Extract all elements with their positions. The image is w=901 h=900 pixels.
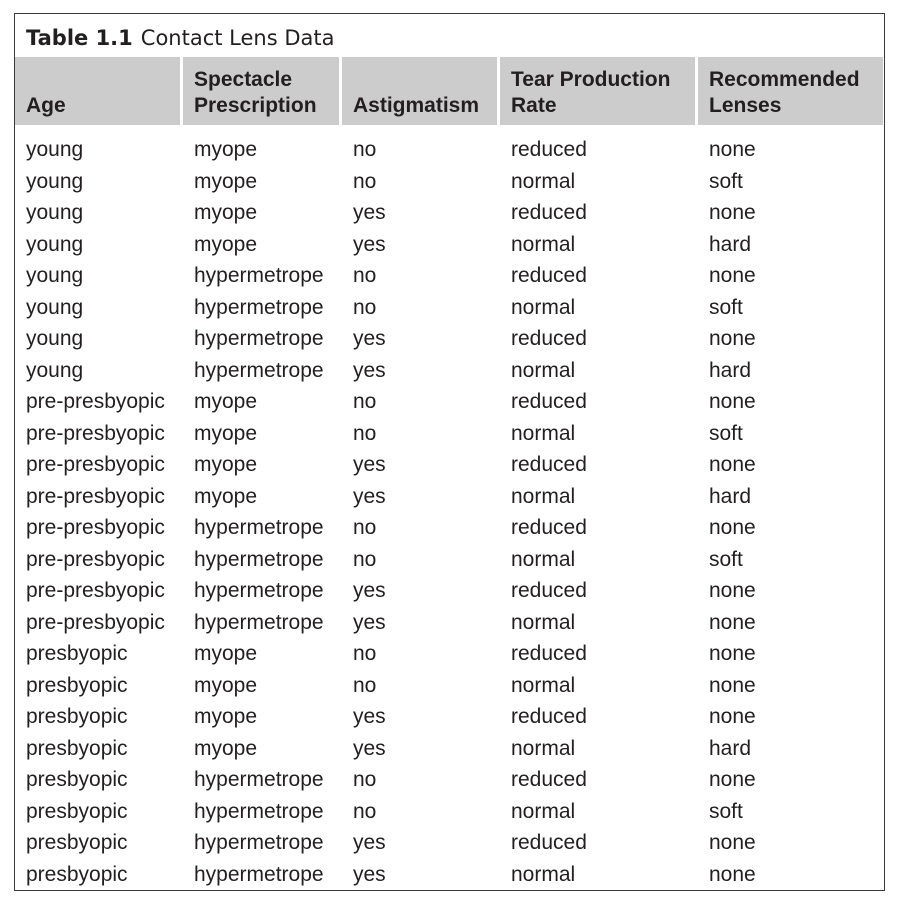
cell-recommended-lenses: soft — [709, 295, 743, 319]
cell-astigmatism: no — [353, 264, 377, 287]
cell-recommended-lenses: none — [709, 390, 756, 413]
cell-spectacle-prescription: myope — [194, 232, 258, 256]
cell-spectacle-prescription: hypermetrope — [194, 358, 324, 382]
cell-spectacle-prescription: hypermetrope — [194, 516, 324, 539]
cell-astigmatism: no — [353, 421, 377, 445]
cell-age: presbyopic — [26, 705, 128, 728]
cell-age: pre-presbyopic — [26, 421, 165, 445]
cell-astigmatism: yes — [353, 453, 386, 476]
table-grid — [15, 57, 883, 890]
cell-tear-production-rate: reduced — [511, 264, 587, 287]
table-row — [15, 827, 883, 859]
cell-astigmatism: no — [353, 390, 377, 413]
cell-recommended-lenses: none — [709, 862, 756, 886]
table-row — [15, 733, 883, 765]
cell-spectacle-prescription: hypermetrope — [194, 579, 324, 602]
cell-recommended-lenses: none — [709, 201, 756, 224]
cell-spectacle-prescription: myope — [194, 201, 258, 224]
cell-age: presbyopic — [26, 862, 128, 886]
cell-spectacle-prescription: hypermetrope — [194, 799, 324, 823]
cell-tear-production-rate: normal — [511, 673, 576, 697]
cell-astigmatism: yes — [353, 358, 386, 382]
cell-astigmatism: no — [353, 547, 377, 571]
cell-age: presbyopic — [26, 831, 128, 854]
cell-astigmatism: yes — [353, 327, 386, 350]
cell-age: pre-presbyopic — [26, 579, 165, 602]
table-header-row — [15, 57, 883, 125]
table-row — [15, 670, 883, 702]
table-body — [15, 125, 883, 890]
cell-tear-production-rate: reduced — [511, 768, 587, 791]
column-header-age: Age — [15, 57, 183, 125]
cell-age: young — [26, 295, 84, 319]
cell-spectacle-prescription: myope — [194, 673, 258, 697]
cell-age: young — [26, 327, 84, 350]
cell-tear-production-rate: normal — [511, 547, 576, 571]
table-title: Contact Lens Data — [140, 26, 335, 50]
table-row — [15, 607, 883, 639]
cell-recommended-lenses: soft — [709, 421, 743, 445]
cell-spectacle-prescription: myope — [194, 705, 258, 728]
table-row — [15, 764, 883, 796]
cell-recommended-lenses: none — [709, 831, 756, 854]
table-row — [15, 859, 883, 891]
cell-age: young — [26, 138, 84, 161]
cell-spectacle-prescription: myope — [194, 169, 258, 193]
cell-recommended-lenses: none — [709, 264, 756, 287]
cell-age: young — [26, 232, 84, 256]
cell-spectacle-prescription: hypermetrope — [194, 295, 324, 319]
cell-age: pre-presbyopic — [26, 390, 165, 413]
cell-astigmatism: yes — [353, 201, 386, 224]
cell-astigmatism: no — [353, 768, 377, 791]
cell-tear-production-rate: normal — [511, 232, 576, 256]
cell-astigmatism: yes — [353, 610, 386, 634]
table-caption — [26, 23, 334, 53]
cell-tear-production-rate: normal — [511, 799, 576, 823]
cell-tear-production-rate: normal — [511, 169, 576, 193]
column-header-tear-production-rate: Tear Production Rate — [500, 57, 698, 125]
cell-spectacle-prescription: hypermetrope — [194, 547, 324, 571]
cell-age: presbyopic — [26, 799, 128, 823]
contact-lens-table — [14, 13, 885, 891]
table-row — [15, 418, 883, 450]
cell-recommended-lenses: none — [709, 642, 756, 665]
table-row — [15, 701, 883, 733]
cell-tear-production-rate: reduced — [511, 201, 587, 224]
table-row — [15, 260, 883, 292]
cell-astigmatism: yes — [353, 831, 386, 854]
table-row — [15, 134, 883, 166]
table-number: Table 1.1 — [26, 26, 133, 50]
column-header-astigmatism: Astigmatism — [342, 57, 500, 125]
cell-recommended-lenses: soft — [709, 547, 743, 571]
table-row — [15, 544, 883, 576]
cell-astigmatism: no — [353, 642, 377, 665]
cell-recommended-lenses: hard — [709, 232, 752, 256]
cell-age: pre-presbyopic — [26, 484, 165, 508]
cell-age: young — [26, 264, 84, 287]
column-header-spectacle-prescription: Spectacle Prescription — [183, 57, 342, 125]
cell-astigmatism: yes — [353, 484, 386, 508]
cell-tear-production-rate: reduced — [511, 516, 587, 539]
cell-age: pre-presbyopic — [26, 547, 165, 571]
cell-age: pre-presbyopic — [26, 610, 165, 634]
cell-spectacle-prescription: myope — [194, 736, 258, 760]
cell-age: presbyopic — [26, 642, 128, 665]
cell-tear-production-rate: reduced — [511, 453, 587, 476]
table-row — [15, 229, 883, 261]
cell-spectacle-prescription: myope — [194, 138, 258, 161]
cell-astigmatism: yes — [353, 232, 386, 256]
cell-tear-production-rate: reduced — [511, 705, 587, 728]
cell-tear-production-rate: normal — [511, 295, 576, 319]
cell-recommended-lenses: hard — [709, 358, 752, 382]
cell-age: presbyopic — [26, 736, 128, 760]
cell-spectacle-prescription: myope — [194, 421, 258, 445]
cell-tear-production-rate: normal — [511, 421, 576, 445]
cell-spectacle-prescription: hypermetrope — [194, 862, 324, 886]
table-row — [15, 197, 883, 229]
table-row — [15, 512, 883, 544]
cell-recommended-lenses: none — [709, 705, 756, 728]
cell-recommended-lenses: none — [709, 516, 756, 539]
cell-tear-production-rate: reduced — [511, 579, 587, 602]
cell-spectacle-prescription: myope — [194, 642, 258, 665]
cell-astigmatism: yes — [353, 862, 386, 886]
cell-spectacle-prescription: hypermetrope — [194, 831, 324, 854]
table-row — [15, 481, 883, 513]
cell-tear-production-rate: reduced — [511, 831, 587, 854]
cell-tear-production-rate: reduced — [511, 138, 587, 161]
cell-astigmatism: yes — [353, 705, 386, 728]
cell-astigmatism: no — [353, 169, 377, 193]
cell-astigmatism: yes — [353, 579, 386, 602]
cell-astigmatism: no — [353, 516, 377, 539]
cell-astigmatism: no — [353, 673, 377, 697]
cell-spectacle-prescription: myope — [194, 453, 258, 476]
cell-tear-production-rate: normal — [511, 862, 576, 886]
cell-spectacle-prescription: hypermetrope — [194, 264, 324, 287]
cell-age: young — [26, 201, 84, 224]
cell-recommended-lenses: none — [709, 327, 756, 350]
cell-astigmatism: yes — [353, 736, 386, 760]
table-row — [15, 323, 883, 355]
cell-recommended-lenses: hard — [709, 736, 752, 760]
cell-tear-production-rate: normal — [511, 736, 576, 760]
cell-tear-production-rate: normal — [511, 358, 576, 382]
cell-age: pre-presbyopic — [26, 516, 165, 539]
cell-astigmatism: no — [353, 138, 377, 161]
cell-recommended-lenses: hard — [709, 484, 752, 508]
cell-recommended-lenses: none — [709, 768, 756, 791]
cell-recommended-lenses: none — [709, 138, 756, 161]
table-row — [15, 638, 883, 670]
cell-spectacle-prescription: hypermetrope — [194, 327, 324, 350]
table-row — [15, 796, 883, 828]
cell-tear-production-rate: reduced — [511, 642, 587, 665]
cell-age: presbyopic — [26, 673, 128, 697]
cell-spectacle-prescription: myope — [194, 390, 258, 413]
table-row — [15, 355, 883, 387]
cell-tear-production-rate: normal — [511, 484, 576, 508]
cell-recommended-lenses: soft — [709, 169, 743, 193]
cell-astigmatism: no — [353, 799, 377, 823]
cell-spectacle-prescription: myope — [194, 484, 258, 508]
cell-spectacle-prescription: hypermetrope — [194, 768, 324, 791]
table-row — [15, 292, 883, 324]
cell-tear-production-rate: normal — [511, 610, 576, 634]
cell-age: presbyopic — [26, 768, 128, 791]
table-row — [15, 166, 883, 198]
cell-astigmatism: no — [353, 295, 377, 319]
cell-spectacle-prescription: hypermetrope — [194, 610, 324, 634]
cell-recommended-lenses: none — [709, 673, 756, 697]
cell-age: young — [26, 358, 84, 382]
table-row — [15, 449, 883, 481]
cell-tear-production-rate: reduced — [511, 390, 587, 413]
cell-recommended-lenses: none — [709, 610, 756, 634]
table-row — [15, 386, 883, 418]
table-row — [15, 575, 883, 607]
column-header-recommended-lenses: Recommended Lenses — [698, 57, 883, 125]
cell-recommended-lenses: none — [709, 453, 756, 476]
cell-tear-production-rate: reduced — [511, 327, 587, 350]
cell-age: young — [26, 169, 84, 193]
cell-recommended-lenses: soft — [709, 799, 743, 823]
cell-recommended-lenses: none — [709, 579, 756, 602]
cell-age: pre-presbyopic — [26, 453, 165, 476]
